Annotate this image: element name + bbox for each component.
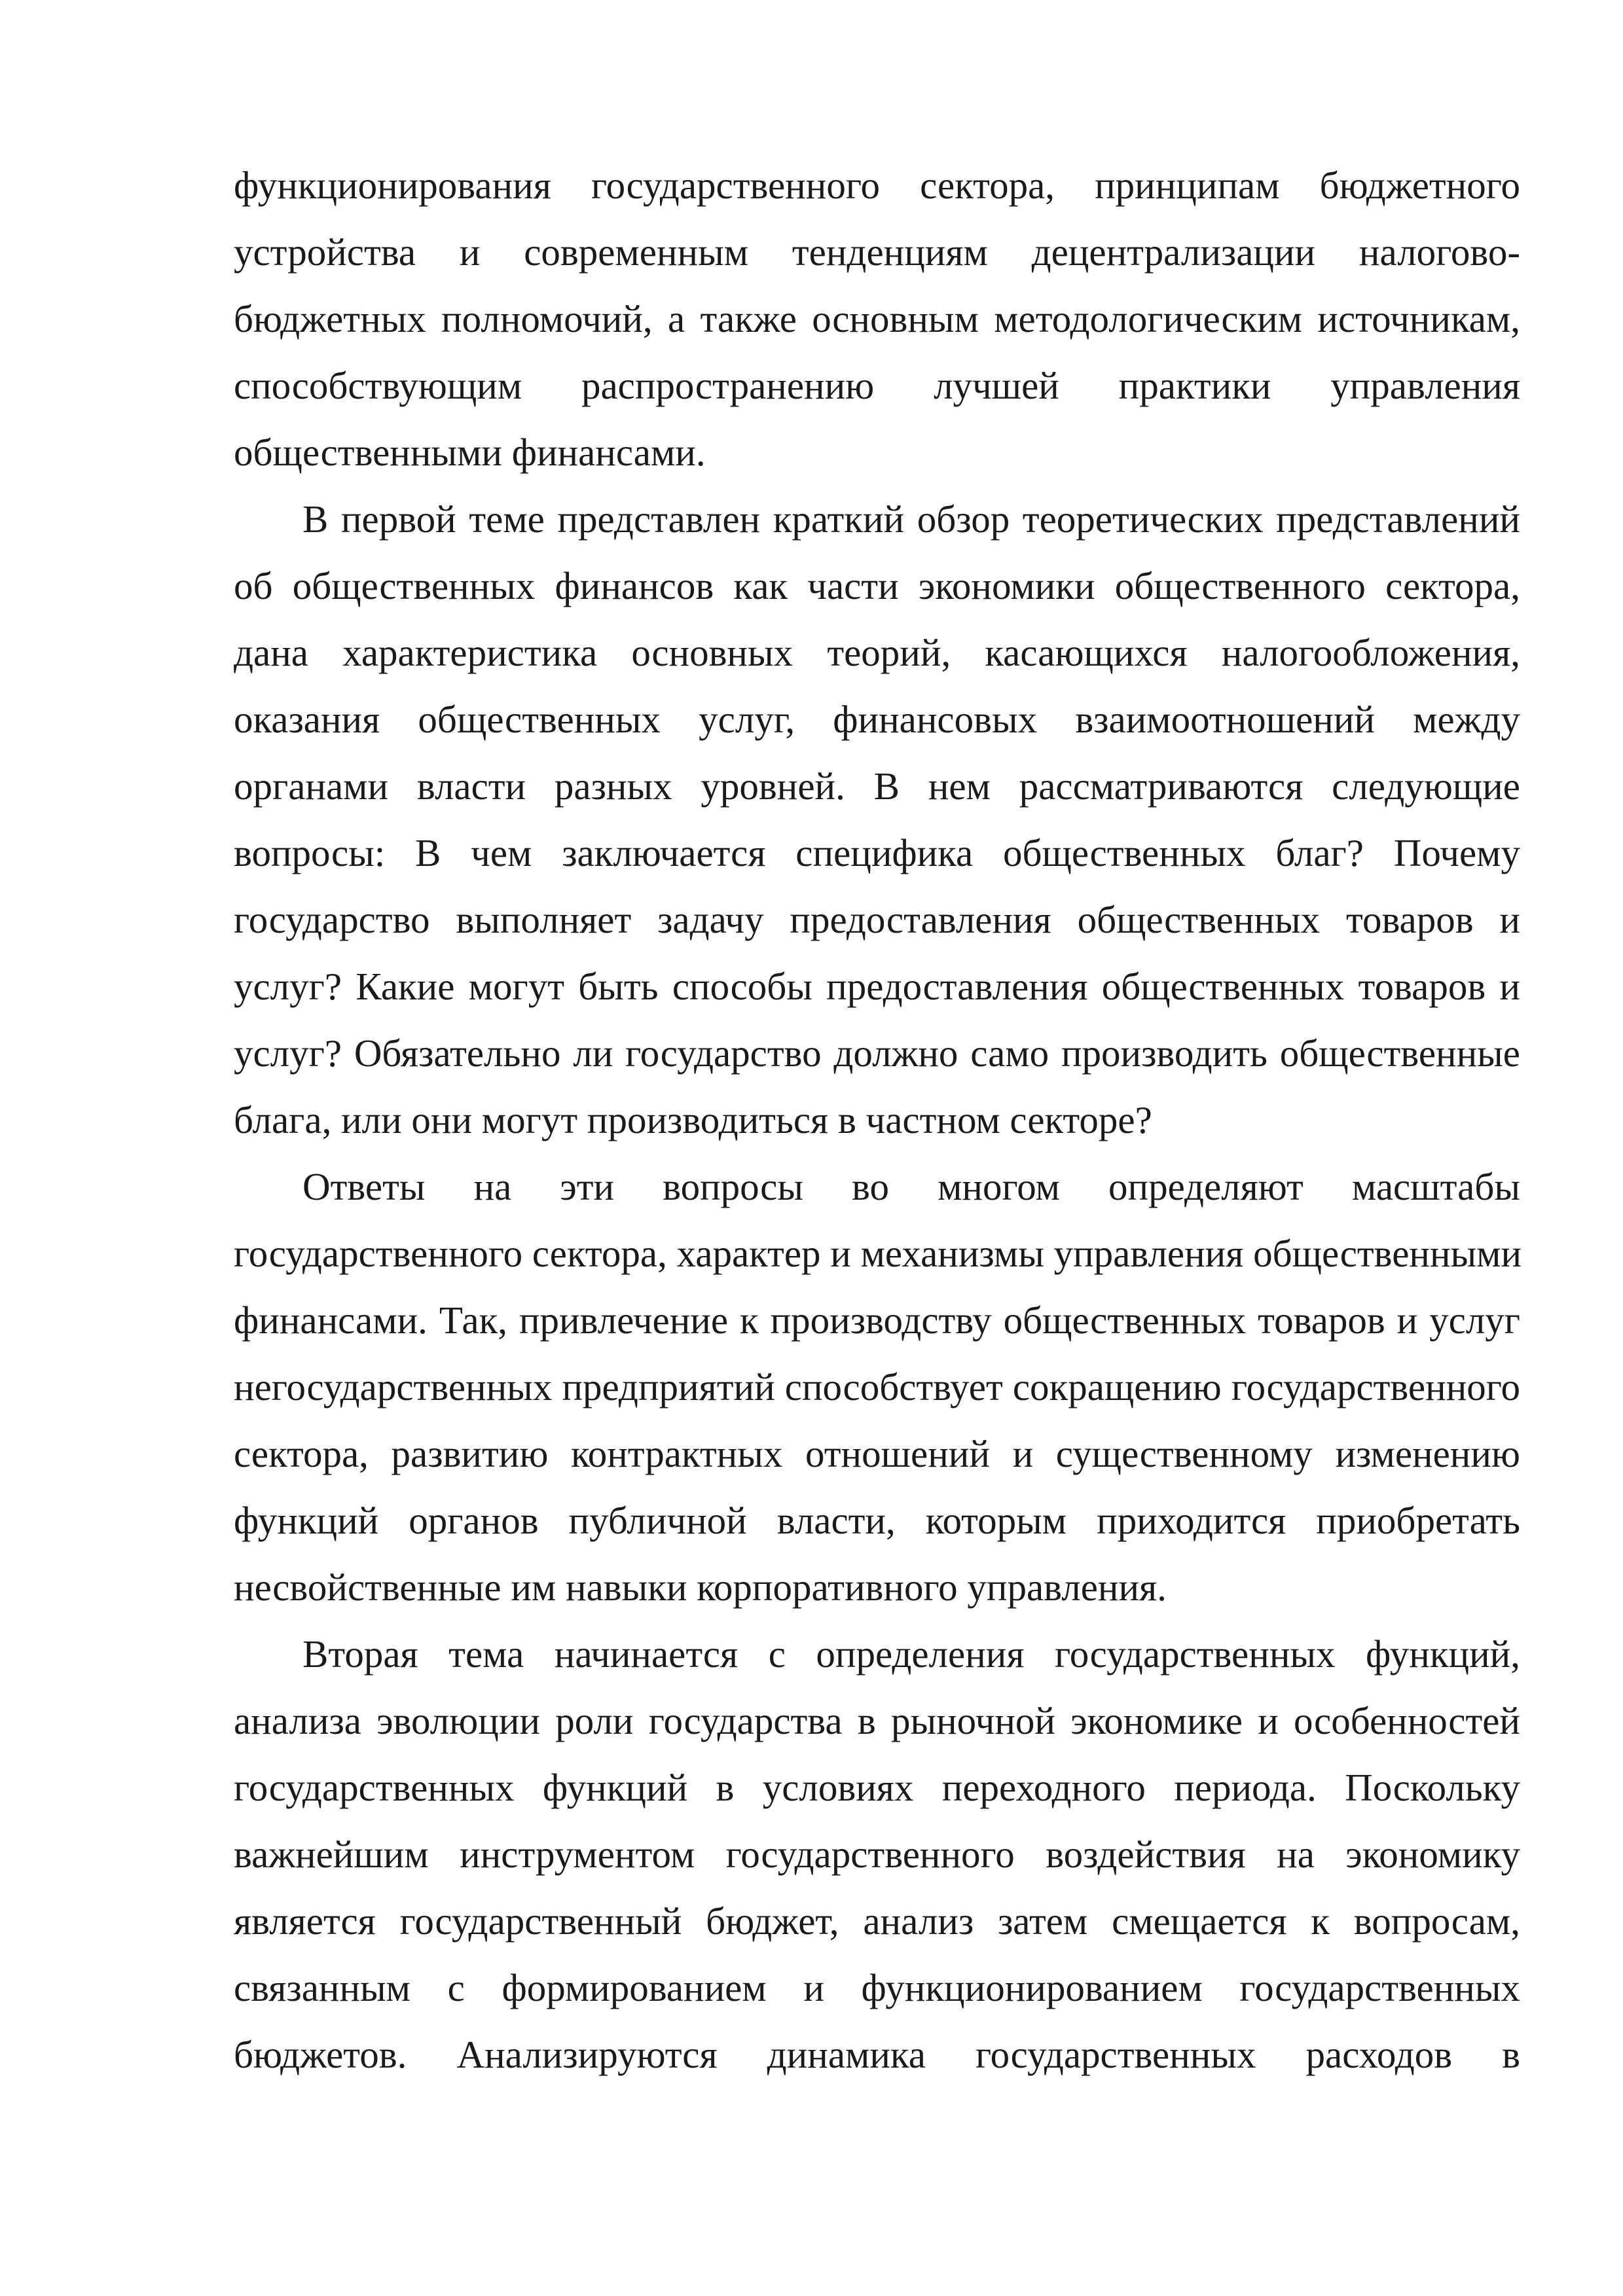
text-line: государственных функций в условиях переходного периода. Поскольку: [234, 1766, 1520, 1809]
text-line: бюджетов. Анализируются динамика государственных расходов в: [234, 2033, 1520, 2076]
text-line: важнейшим инструментом государственного воздействия на экономику: [234, 1833, 1520, 1876]
text-line: финансами. Так, привлечение к производству общественных товаров и услуг: [234, 1299, 1520, 1342]
text-line: анализа эволюции роли государства в рыночной экономике и особенностей: [234, 1699, 1520, 1742]
text-line: об общественных финансов как части экономики общественного сектора,: [234, 564, 1520, 607]
body-text: [234, 152, 1520, 2088]
text-line: услуг? Обязательно ли государство должно само производить общественные: [234, 1031, 1520, 1075]
text-line: сектора, развитию контрактных отношений и существенному изменению: [234, 1432, 1520, 1475]
text-line: дана характеристика основных теорий, касающихся налогообложения,: [234, 631, 1520, 674]
text-line: негосударственных предприятий способствует сокращению государственного: [234, 1365, 1520, 1408]
text-line: блага, или они могут производиться в частном секторе?: [234, 1098, 1152, 1141]
text-line: связанным с формированием и функционированием государственных: [234, 1966, 1520, 2009]
text-line: способствующим распространению лучшей практики управления: [234, 364, 1520, 407]
text-line: вопросы: В чем заключается специфика общественных благ? Почему: [234, 831, 1520, 874]
text-line: Вторая тема начинается с определения государственных функций,: [302, 1632, 1520, 1676]
text-line: общественными финансами.: [234, 431, 706, 474]
text-line: несвойственные им навыки корпоративного управления.: [234, 1566, 1167, 1609]
text-line: бюджетных полномочий, а также основным методологическим источникам,: [234, 297, 1520, 340]
text-line: Ответы на эти вопросы во многом определяют масштабы: [302, 1165, 1520, 1208]
text-line: устройства и современным тенденциям децентрализации налогово-: [234, 230, 1520, 274]
text-line: В первой теме представлен краткий обзор теоретических представлений: [302, 497, 1520, 541]
text-line: государство выполняет задачу предоставления общественных товаров и: [234, 898, 1520, 941]
text-line: функций органов публичной власти, которым приходится приобретать: [234, 1499, 1520, 1542]
text-line: органами власти разных уровней. В нем рассматриваются следующие: [234, 764, 1520, 808]
text-line: государственного сектора, характер и механизмы управления общественными: [234, 1232, 1522, 1275]
text-line: функционирования государственного сектора, принципам бюджетного: [234, 164, 1520, 207]
text-line: услуг? Какие могут быть способы предоставления общественных товаров и: [234, 965, 1520, 1008]
text-line: является государственный бюджет, анализ затем смещается к вопросам,: [234, 1899, 1520, 1943]
text-line: оказания общественных услуг, финансовых взаимоотношений между: [234, 698, 1520, 741]
